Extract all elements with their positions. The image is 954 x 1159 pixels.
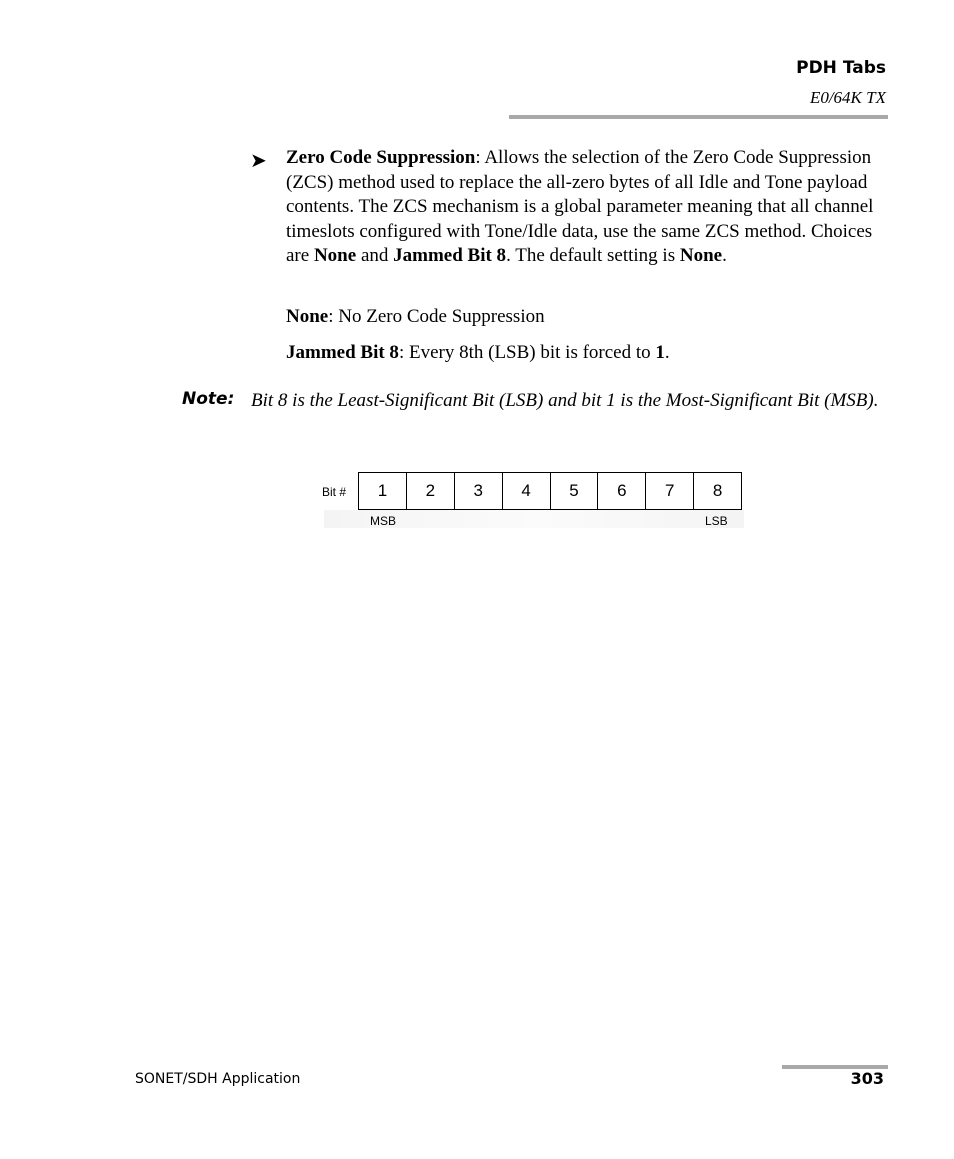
option-none: None: No Zero Code Suppression <box>286 306 545 327</box>
lsb-label: LSB <box>705 514 728 528</box>
note-text: Bit 8 is the Least-Significant Bit (LSB) and bit 1 is the Most-Significant Bit (MSB). <box>251 390 879 411</box>
option-jammed-bit-8: Jammed Bit 8: Every 8th (LSB) bit is forced to 1. <box>286 342 670 363</box>
subsection-title: E0/64K TX <box>809 88 886 107</box>
bit-cells <box>358 472 742 510</box>
choice-none: None <box>313 245 357 267</box>
bit-row-label: Bit # <box>322 485 347 499</box>
zcs-term: Zero Code Suppression <box>286 147 476 168</box>
bit-cell: 8 <box>712 481 723 500</box>
bit-cell: 3 <box>455 473 503 509</box>
bit-cell: 5 <box>551 473 599 509</box>
bullet-arrow-icon: ➤ <box>250 148 267 172</box>
bit-cell: 2 <box>407 473 455 509</box>
bit-cell: 6 <box>598 473 646 509</box>
footer-document-title: SONET/SDH Application <box>135 1071 301 1087</box>
header-divider <box>509 115 888 119</box>
note-label: Note: <box>182 389 235 409</box>
bit-cell: 1 <box>359 473 407 509</box>
choice-jammed-bit-8: Jammed Bit 8 <box>393 245 507 267</box>
bit-cell: 4 <box>503 473 551 509</box>
zcs-description: Zero Code Suppression: Allows the selection of the Zero Code Suppression (ZCS) method used to replace the all-zero bytes of all Idle and Tone payload contents. The ZCS mechanism is a global parameter meaning that all channel timeslots configured with Tone/Idle data, use the same ZCS method. Choices are None and Jammed Bit 8. The default setting is None. <box>286 147 874 267</box>
page-number: 303 <box>850 1069 884 1088</box>
section-title: PDH Tabs <box>796 58 886 78</box>
default-value: None <box>679 245 723 267</box>
msb-label: MSB <box>370 514 397 528</box>
bit-cell: 7 <box>646 473 694 509</box>
